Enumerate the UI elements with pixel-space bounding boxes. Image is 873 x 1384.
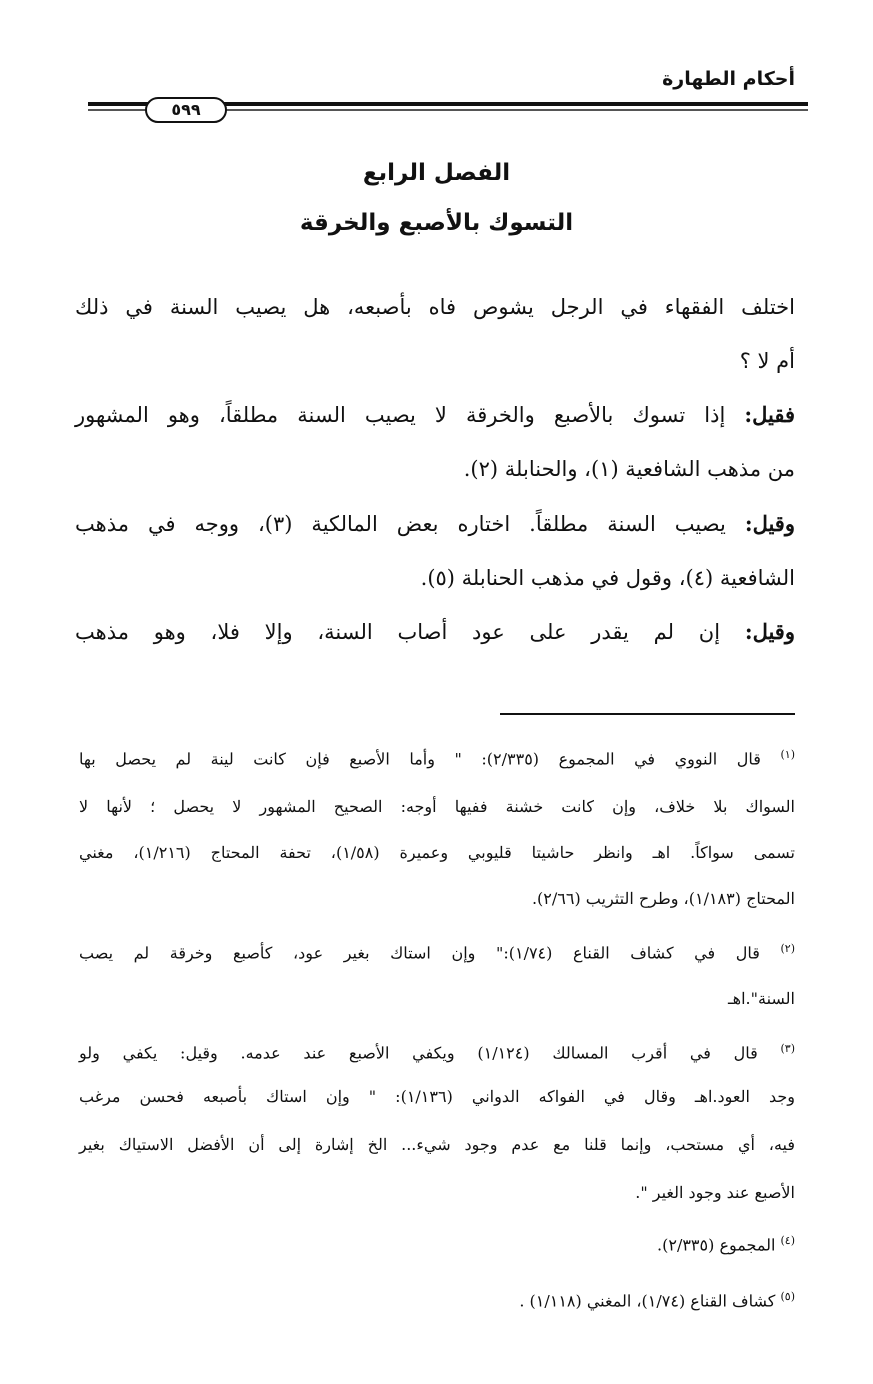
opinion-lead: فقيل: bbox=[744, 402, 795, 427]
footnote-text: وجد العود.اهـ وقال في الفواكه الدواني (١/١٣٦): " وإن استاك بأصبعه فحسن مرغب bbox=[79, 1087, 795, 1106]
body-line bbox=[75, 454, 795, 484]
footnote-number: (١) bbox=[780, 748, 795, 761]
footnote-line bbox=[79, 1131, 795, 1159]
footnote-line bbox=[79, 839, 795, 867]
footnote-number: (٤) bbox=[780, 1234, 795, 1247]
footnote-number: (٣) bbox=[780, 1042, 795, 1055]
opinion-lead: وقيل: bbox=[744, 619, 795, 644]
footnote-text: المحتاج (١/١٨٣)، وطرح التثريب (٢/٦٦). bbox=[531, 889, 795, 908]
footnote-line bbox=[79, 985, 795, 1013]
body-line bbox=[75, 563, 795, 593]
body-text: من مذهب الشافعية (١)، والحنابلة (٢). bbox=[463, 457, 795, 481]
body-text: إن لم يقدر على عود أصاب السنة، وإلا فلا، وهو مذهب bbox=[75, 620, 745, 644]
footnote-number: (٥) bbox=[780, 1290, 795, 1303]
body-text: اختلف الفقهاء في الرجل يشوص فاه بأصبعه، هل يصيب السنة في ذلك bbox=[75, 295, 795, 319]
body-line bbox=[75, 617, 795, 647]
footnote-line bbox=[79, 1283, 795, 1315]
footnote-line bbox=[79, 1179, 795, 1207]
footnote-line bbox=[79, 1227, 795, 1259]
page-number: ٥٩٩ bbox=[145, 97, 227, 123]
footnote-line bbox=[79, 935, 795, 967]
body-text: يصيب السنة مطلقاً. اختاره بعض المالكية (٣)، ووجه في مذهب bbox=[75, 512, 745, 536]
footnote-line bbox=[79, 741, 795, 773]
footnote-number: (٢) bbox=[780, 942, 795, 955]
footnote-text: السواك بلا خلاف، وإن كانت خشنة ففيها أوجه: الصحيح المشهور لا يحصل ؛ لأنها لا bbox=[79, 797, 795, 816]
body-line bbox=[75, 292, 795, 322]
footnote-line bbox=[79, 1083, 795, 1111]
footnote-line bbox=[79, 885, 795, 913]
footnote-text: قال في كشاف القناع (١/٧٤):" وإن استاك بغير عود، كأصبع وخرقة لم يصب bbox=[79, 943, 781, 963]
footnote-line bbox=[79, 1035, 795, 1067]
body-line bbox=[75, 400, 795, 430]
footnote-text: فيه، أي مستحب، وإنما قلنا مع عدم وجود شيء... الخ إشارة إلى أن الأفضل الاستياك بغير bbox=[79, 1135, 795, 1154]
footnote-text: الأصبع عند وجود الغير ". bbox=[635, 1183, 795, 1202]
footnote-text: قال في أقرب المسالك (١/١٢٤) ويكفي الأصبع عند عدمه. وقيل: يكفي ولو bbox=[79, 1043, 781, 1063]
body-text: إذا تسوك بالأصبع والخرقة لا يصيب السنة مطلقاً، وهو المشهور bbox=[75, 403, 745, 427]
body-text: أم لا ؟ bbox=[739, 349, 795, 373]
opinion-lead: وقيل: bbox=[744, 511, 795, 536]
section-title: التسوك بالأصبع والخرقة bbox=[299, 210, 574, 236]
footnote-line bbox=[79, 793, 795, 821]
footnote-text: قال النووي في المجموع (٢/٣٣٥): " وأما الأصبع فإن كانت لينة لم يحصل بها bbox=[79, 749, 781, 769]
footnote-text: المجموع (٢/٣٣٥). bbox=[657, 1235, 781, 1255]
footnote-text: تسمى سواكاً. اهـ وانظر حاشيتا قليوبي وعميرة (١/٥٨)، تحفة المحتاج (١/٢١٦)، مغني bbox=[79, 843, 796, 862]
chapter-title: الفصل الرابع bbox=[362, 160, 511, 186]
footnote-text: السنة".اهـ bbox=[727, 989, 795, 1008]
body-line bbox=[75, 509, 795, 539]
body-text: الشافعية (٤)، وقول في مذهب الحنابلة (٥). bbox=[420, 566, 795, 590]
footnote-text: كشاف القناع (١/٧٤)، المغني (١/١١٨) . bbox=[519, 1291, 781, 1311]
running-title: أحكام الطهارة bbox=[662, 68, 795, 90]
body-line bbox=[75, 346, 795, 376]
footnote-separator bbox=[500, 713, 795, 715]
